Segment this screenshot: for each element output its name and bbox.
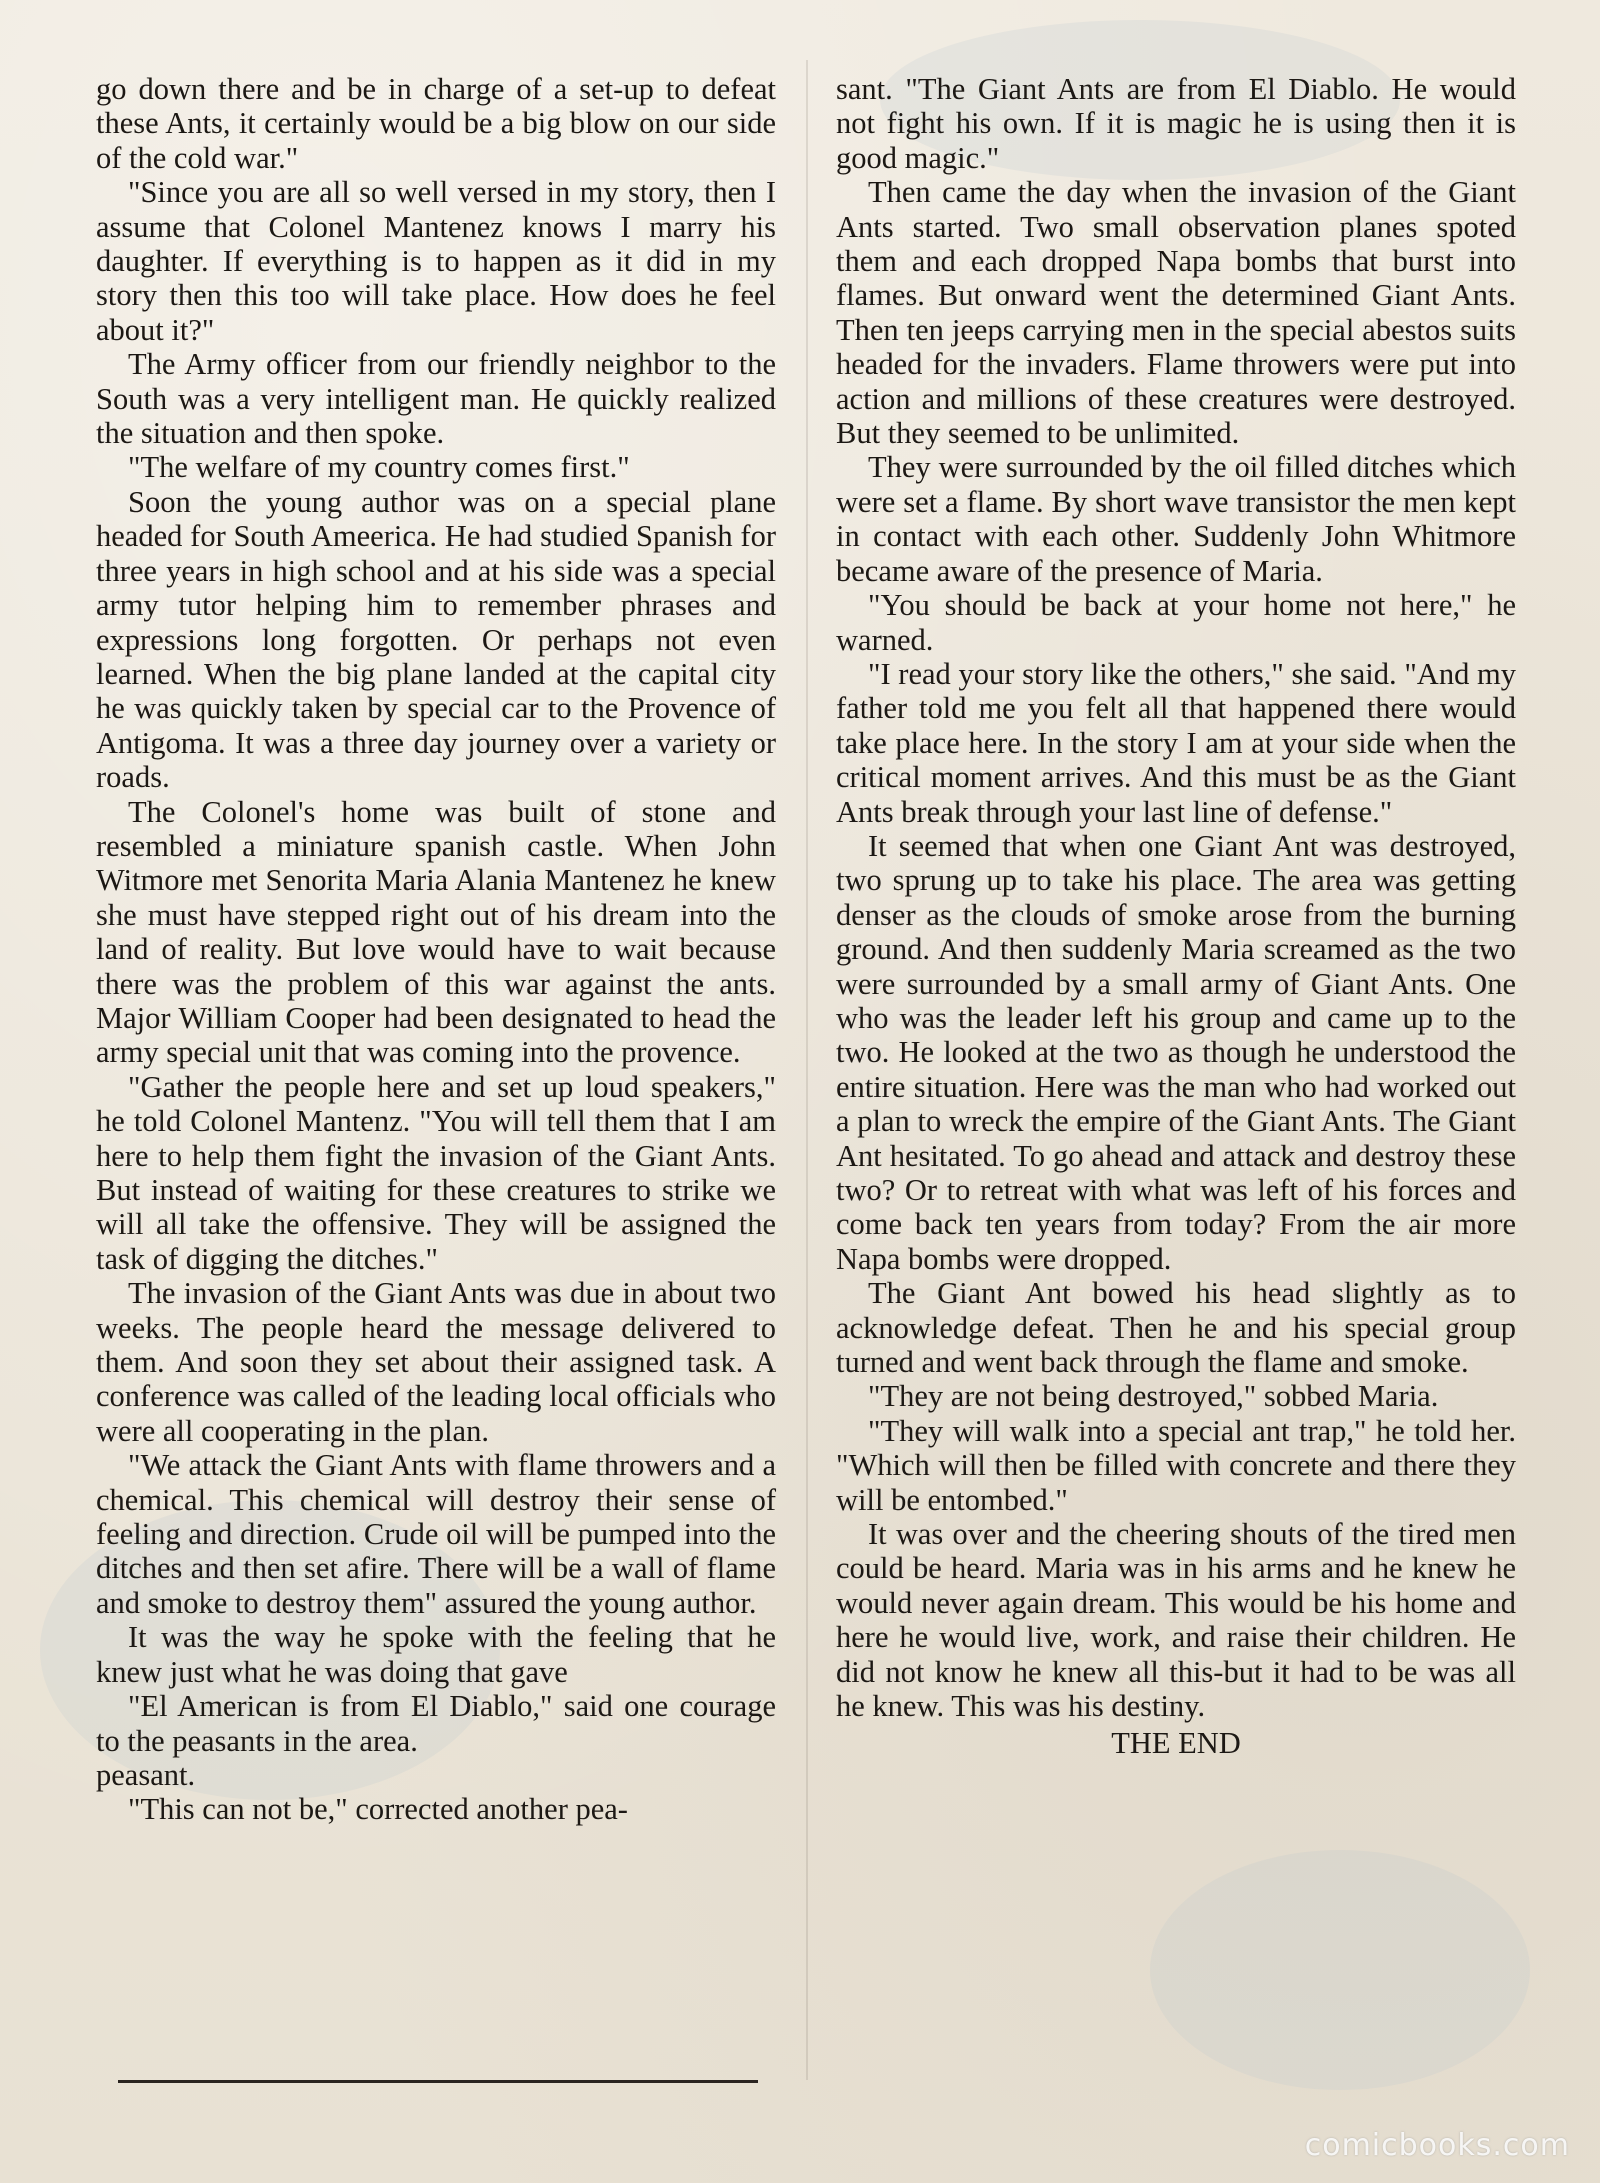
paragraph: "Since you are all so well versed in my story, then I assume that Colonel Mantenez knows I marry his daughter. If everything is to happen as it did in my story then this too will take place. How does he feel about it?" <box>96 175 776 347</box>
paragraph: The Army officer from our friendly neighbor to the South was a very intelligent man. He quickly realized the situation and then spoke. <box>96 347 776 451</box>
paragraph: Then came the day when the invasion of the Giant Ants started. Two small observation planes spoted them and each dropped Napa bombs that burst into flames. But onward went the determined Giant Ants. Then ten jeeps carrying men in the special abestos suits headed for the invaders. Flame throwers were put into action and millions of these creatures were destroyed. But they seemed to be unlimited. <box>836 175 1516 451</box>
paragraph: sant. "The Giant Ants are from El Diablo. He would not fight his own. If it is magic he is using then it is good magic." <box>836 72 1516 175</box>
paragraph: "You should be back at your home not here," he warned. <box>836 588 1516 657</box>
paragraph: The Giant Ant bowed his head slightly as to acknowledge defeat. Then he and his special group turned and went back through the flame and smoke. <box>836 1276 1516 1380</box>
paragraph: "They are not being destroyed," sobbed Maria. <box>868 1379 1439 1414</box>
bottom-rule <box>118 2080 758 2083</box>
paragraph: "El American is from El Diablo," said one courage to the peasants in the area. <box>96 1689 776 1758</box>
paragraph: "The welfare of my country comes first." <box>128 450 630 485</box>
paragraph: "We attack the Giant Ants with flame throwers and a chemical. This chemical will destroy their sense of feeling and direction. Crude oil will be pumped into the ditches and then set afire. There will be a wall of flame and smoke to destroy them" assured the young author. <box>96 1448 776 1620</box>
left-column <box>96 72 776 1827</box>
right-column <box>836 72 1516 1760</box>
column-divider <box>806 60 808 2080</box>
paragraph: "This can not be," corrected another pea- <box>128 1792 628 1827</box>
paragraph: go down there and be in charge of a set-up to defeat these Ants, it certainly would be a big blow on our side of the cold war." <box>96 72 776 175</box>
paragraph: "I read your story like the others," she said. "And my father told me you felt all that happened there would take place here. In the story I am at your side when the critical moment arrives. And this must be as the Giant Ants break through your last line of defense." <box>836 656 1516 829</box>
paragraph: The invasion of the Giant Ants was due in about two weeks. The people heard the message delivered to them. And soon they set about their assigned task. A conference was called of the leading local officials who were all cooperating in the plan. <box>96 1276 776 1448</box>
paragraph: It was the way he spoke with the feeling that he knew just what he was doing that gave <box>96 1620 776 1689</box>
the-end-label: THE END <box>1111 1725 1241 1760</box>
paragraph: peasant. <box>96 1757 196 1792</box>
paragraph: It was over and the cheering shouts of the tired men could be heard. Maria was in his arms and he knew he would never again dream. This would be his home and here he would live, work, and raise their children. He did not know he knew all this-but it had to be was all he knew. This was his destiny. <box>836 1517 1516 1724</box>
paragraph: "They will walk into a special ant trap," he told her. "Which will then be filled with concrete and there they will be entombed." <box>836 1413 1516 1517</box>
paragraph: They were surrounded by the oil filled ditches which were set a flame. By short wave transistor the men kept in contact with each other. Suddenly John Whitmore became aware of the presence of Maria. <box>836 450 1516 588</box>
paragraph: The Colonel's home was built of stone and resembled a miniature spanish castle. When John Witmore met Senorita Maria Alania Mantenez he knew she must have stepped right out of his dream into the land of reality. But love would have to wait because there was the problem of this war against the ants. Major William Cooper had been designated to head the army special unit that was coming into the provence. <box>96 794 776 1070</box>
paper-stain <box>1150 1850 1530 2090</box>
paragraph: "Gather the people here and set up loud speakers," he told Colonel Mantenz. "You will tell them that I am here to help them fight the invasion of the Giant Ants. But instead of waiting for these creatures to strike we will all take the offensive. They will be assigned the task of digging the ditches." <box>96 1069 776 1276</box>
paragraph: It seemed that when one Giant Ant was destroyed, two sprung up to take his place. The area was getting denser as the clouds of smoke arose from the burning ground. And then suddenly Maria screamed as the two were surrounded by a small army of Giant Ants. One who was the leader left his group and came up to the two. He looked at the two as though he understood the entire situation. Here was the man who had worked out a plan to wreck the empire of the Giant Ants. The Giant Ant hesitated. To go ahead and attack and destroy these two? Or to retreat with what was left of his forces and come back ten years from today? From the air more Napa bombs were dropped. <box>836 828 1516 1276</box>
watermark: comicbooks.com <box>1304 2128 1570 2163</box>
paragraph: Soon the young author was on a special plane headed for South Ameerica. He had studied Spanish for three years in high school and at his side was a special army tutor helping him to remember phrases and expressions long forgotten. Or perhaps not even learned. When the big plane landed at the capital city he was quickly taken by special car to the Provence of Antigoma. It was a three day journey over a variety or roads. <box>96 484 776 795</box>
